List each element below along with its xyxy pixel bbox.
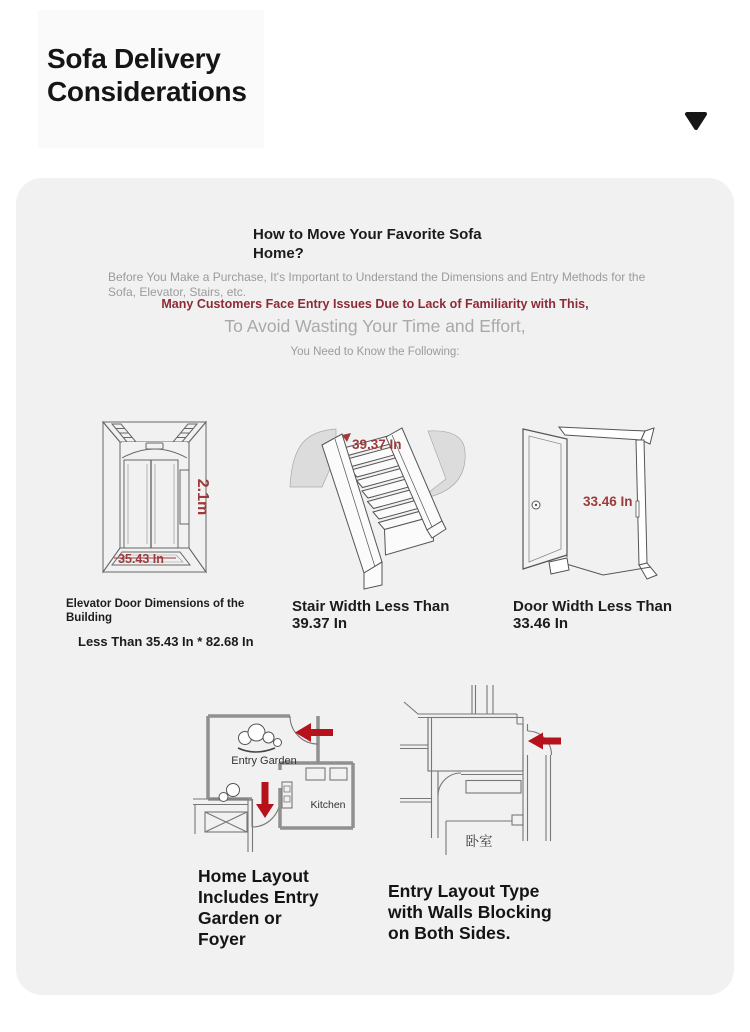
door-width-label: 33.46 In (583, 494, 633, 509)
plan1-caption-line-2: Includes Entry (198, 887, 319, 907)
elevator-control-panel (180, 470, 189, 524)
card-heading-line-2: Home? (253, 245, 304, 262)
plan2-caption-line-3: on Both Sides. (388, 923, 511, 943)
collapse-triangle-icon[interactable] (683, 110, 709, 132)
card-heading (253, 225, 482, 263)
elevator-illustration (88, 418, 223, 578)
elevator-doors (124, 460, 178, 548)
elevator-caption (66, 598, 261, 625)
emphasis-text: To Avoid Wasting Your Time and Effort, (224, 316, 526, 336)
plan2-walls (400, 685, 552, 841)
door-illustration (505, 415, 665, 580)
card-heading-line-1: How to Move Your Favorite Sofa (253, 226, 482, 243)
plan2-caption-line-2: with Walls Blocking (388, 902, 552, 922)
stairs-width-label: 39.37 In (352, 437, 402, 452)
lead-in-text: You Need to Know the Following: (290, 346, 460, 358)
elevator-ceiling-light-left (112, 424, 136, 442)
title-line-2: Considerations (47, 76, 247, 107)
entry-garden-label: Entry Garden (231, 755, 297, 767)
plan2-wall-box (512, 815, 523, 825)
door-caption (513, 598, 688, 632)
stairs-caption-line-2: 39.37 In (292, 615, 348, 632)
elevator-left-wall (103, 422, 120, 572)
elevator-width-label: 35.43 In (118, 552, 164, 566)
title-line-1: Sofa Delivery (47, 43, 221, 74)
stairs-illustration (288, 415, 473, 590)
elevator-caption-line-2: Building (66, 611, 112, 624)
page-title (47, 42, 247, 108)
elevator-size-note: Less Than 35.43 In * 82.68 In (78, 634, 254, 649)
bedroom-label: 卧室 (465, 834, 493, 849)
plan2-caption (388, 881, 552, 944)
plan2-caption-line-1: Entry Layout Type (388, 881, 540, 901)
plan2-tiled-area (428, 718, 523, 772)
plan2-arrow-entry (528, 733, 561, 750)
warning-text: Many Customers Face Entry Issues Due to Lack of Familiarity with This, (161, 297, 589, 311)
door-caption-line-2: 33.46 In (513, 615, 569, 632)
door-panel (523, 429, 567, 569)
floor-plan-blocked-entry (400, 683, 565, 855)
floor-plan-entry-garden (185, 686, 375, 858)
kitchen-label: Kitchen (310, 799, 346, 811)
door-caption-line-1: Door Width Less Than (513, 598, 673, 615)
intro-text: Before You Make a Purchase, It's Important to Understand the Dimensions and Entry Methods for the Sofa, Elevator, Stairs, etc. (108, 270, 646, 299)
stairs-caption (292, 598, 467, 632)
plan2-threshold-grid (466, 781, 521, 794)
door-threshold (549, 558, 651, 575)
plan1-kitchen-walls (280, 763, 353, 828)
plan1-balcony-hatch (205, 812, 247, 832)
plan1-caption-line-1: Home Layout (198, 866, 309, 886)
elevator-caption-line-1: Elevator Door Dimensions of the (66, 598, 245, 610)
plan1-caption (198, 866, 319, 950)
plan1-caption-line-4: Foyer (198, 929, 246, 949)
elevator-height-label: 2.1m (194, 478, 211, 516)
info-card (16, 178, 734, 995)
elevator-ceiling-light-right (173, 424, 197, 442)
elevator-arch-panel (122, 442, 187, 458)
plan1-arrow-down (256, 782, 274, 818)
plan1-arrow-entry (295, 723, 333, 742)
plan1-caption-line-3: Garden or (198, 908, 282, 928)
stairs-caption-line-1: Stair Width Less Than (292, 598, 450, 615)
